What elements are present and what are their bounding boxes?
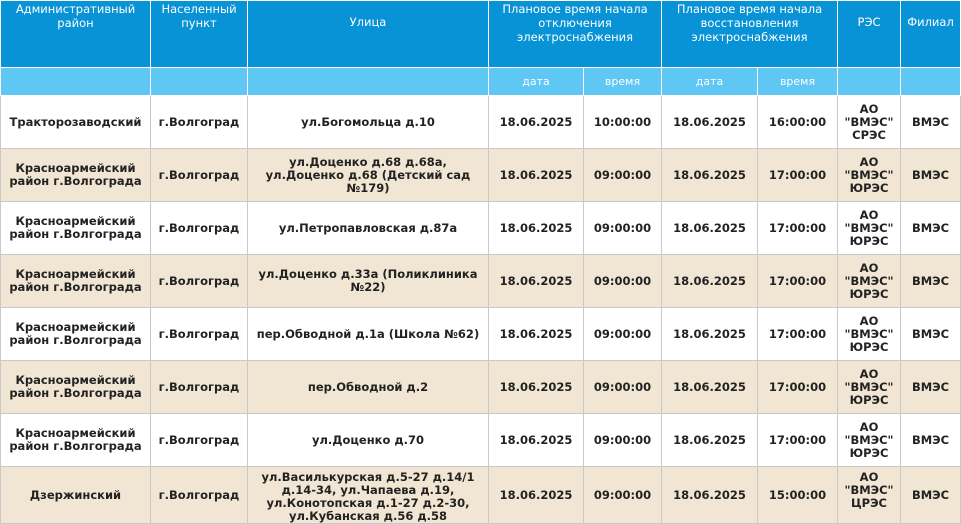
cell-district: Красноармейский район г.Волгограда	[1, 361, 151, 414]
header-restore-start: Плановое время начала восстановления электроснабжения	[662, 1, 838, 68]
cell-settlement: г.Волгоград	[151, 202, 248, 255]
cell-restore-time: 17:00:00	[758, 149, 838, 202]
cell-branch: ВМЭС	[901, 96, 961, 149]
table-row	[1, 361, 961, 414]
cell-district: Дзержинский	[1, 467, 151, 524]
subheader-off-date: дата	[489, 68, 584, 96]
cell-branch: ВМЭС	[901, 202, 961, 255]
table-row	[1, 308, 961, 361]
cell-restore-date: 18.06.2025	[662, 202, 758, 255]
cell-settlement: г.Волгоград	[151, 96, 248, 149]
cell-off-date: 18.06.2025	[489, 361, 584, 414]
subheader-restore-date: дата	[662, 68, 758, 96]
cell-off-time: 09:00:00	[584, 414, 662, 467]
cell-res: АО "ВМЭС" ЮРЭС	[838, 255, 901, 308]
cell-restore-time: 17:00:00	[758, 414, 838, 467]
cell-branch: ВМЭС	[901, 149, 961, 202]
cell-settlement: г.Волгоград	[151, 255, 248, 308]
cell-off-time: 10:00:00	[584, 96, 662, 149]
table-header-row	[1, 1, 961, 68]
cell-off-time: 09:00:00	[584, 255, 662, 308]
table-row	[1, 414, 961, 467]
cell-street: ул.Петропавловская д.87а	[248, 202, 489, 255]
header-branch: Филиал	[901, 1, 961, 68]
subheader-restore-time: время	[758, 68, 838, 96]
cell-restore-date: 18.06.2025	[662, 361, 758, 414]
header-res: РЭС	[838, 1, 901, 68]
header-street: Улица	[248, 1, 489, 68]
cell-street: ул.Доценко д.70	[248, 414, 489, 467]
cell-res: АО "ВМЭС" ЦРЭС	[838, 467, 901, 524]
cell-restore-time: 17:00:00	[758, 308, 838, 361]
cell-settlement: г.Волгоград	[151, 149, 248, 202]
cell-street: ул.Богомольца д.10	[248, 96, 489, 149]
cell-branch: ВМЭС	[901, 308, 961, 361]
cell-restore-time: 16:00:00	[758, 96, 838, 149]
cell-res: АО "ВМЭС" ЮРЭС	[838, 308, 901, 361]
table-row	[1, 96, 961, 149]
cell-off-date: 18.06.2025	[489, 149, 584, 202]
cell-branch: ВМЭС	[901, 361, 961, 414]
subheader-empty	[1, 68, 151, 96]
cell-restore-time: 17:00:00	[758, 255, 838, 308]
header-settlement: Населенный пункт	[151, 1, 248, 68]
subheader-empty	[901, 68, 961, 96]
cell-district: Тракторозаводский	[1, 96, 151, 149]
cell-street: ул.Доценко д.68 д.68а, ул.Доценко д.68 (Детский сад №179)	[248, 149, 489, 202]
cell-settlement: г.Волгоград	[151, 361, 248, 414]
subheader-empty	[151, 68, 248, 96]
cell-district: Красноармейский район г.Волгограда	[1, 202, 151, 255]
cell-restore-time: 17:00:00	[758, 361, 838, 414]
cell-settlement: г.Волгоград	[151, 308, 248, 361]
cell-off-date: 18.06.2025	[489, 202, 584, 255]
cell-restore-date: 18.06.2025	[662, 467, 758, 524]
cell-off-date: 18.06.2025	[489, 255, 584, 308]
table-subheader-row	[1, 68, 961, 96]
cell-district: Красноармейский район г.Волгограда	[1, 308, 151, 361]
cell-restore-time: 17:00:00	[758, 202, 838, 255]
cell-street: пер.Обводной д.1а (Школа №62)	[248, 308, 489, 361]
subheader-empty	[248, 68, 489, 96]
cell-street: пер.Обводной д.2	[248, 361, 489, 414]
cell-settlement: г.Волгоград	[151, 467, 248, 524]
cell-off-date: 18.06.2025	[489, 308, 584, 361]
cell-off-time: 09:00:00	[584, 149, 662, 202]
cell-restore-date: 18.06.2025	[662, 255, 758, 308]
cell-branch: ВМЭС	[901, 467, 961, 524]
subheader-empty	[838, 68, 901, 96]
header-off-start: Плановое время начала отключения электроснабжения	[489, 1, 662, 68]
cell-branch: ВМЭС	[901, 255, 961, 308]
cell-district: Красноармейский район г.Волгограда	[1, 255, 151, 308]
cell-branch: ВМЭС	[901, 414, 961, 467]
cell-restore-date: 18.06.2025	[662, 96, 758, 149]
cell-restore-time: 15:00:00	[758, 467, 838, 524]
table-row	[1, 202, 961, 255]
cell-off-date: 18.06.2025	[489, 96, 584, 149]
subheader-off-time: время	[584, 68, 662, 96]
cell-off-time: 09:00:00	[584, 202, 662, 255]
cell-res: АО "ВМЭС" СРЭС	[838, 96, 901, 149]
cell-res: АО "ВМЭС" ЮРЭС	[838, 202, 901, 255]
cell-settlement: г.Волгоград	[151, 414, 248, 467]
table-row	[1, 149, 961, 202]
header-district: Административный район	[1, 1, 151, 68]
cell-restore-date: 18.06.2025	[662, 414, 758, 467]
cell-restore-date: 18.06.2025	[662, 149, 758, 202]
cell-street: ул.Доценко д.33а (Поликлиника №22)	[248, 255, 489, 308]
table-row	[1, 255, 961, 308]
cell-restore-date: 18.06.2025	[662, 308, 758, 361]
table-row	[1, 467, 961, 524]
cell-off-time: 09:00:00	[584, 467, 662, 524]
cell-off-time: 09:00:00	[584, 361, 662, 414]
cell-district: Красноармейский район г.Волгограда	[1, 414, 151, 467]
cell-off-date: 18.06.2025	[489, 414, 584, 467]
cell-district: Красноармейский район г.Волгограда	[1, 149, 151, 202]
cell-res: АО "ВМЭС" ЮРЭС	[838, 149, 901, 202]
cell-off-date: 18.06.2025	[489, 467, 584, 524]
cell-res: АО "ВМЭС" ЮРЭС	[838, 361, 901, 414]
cell-off-time: 09:00:00	[584, 308, 662, 361]
cell-res: АО "ВМЭС" ЮРЭС	[838, 414, 901, 467]
cell-street: ул.Василькурская д.5-27 д.14/1 д.14-34, ул.Чапаева д.19, ул.Конотопская д.1-27 д.2-30, ул.Кубанская д.56 д.58	[248, 467, 489, 524]
